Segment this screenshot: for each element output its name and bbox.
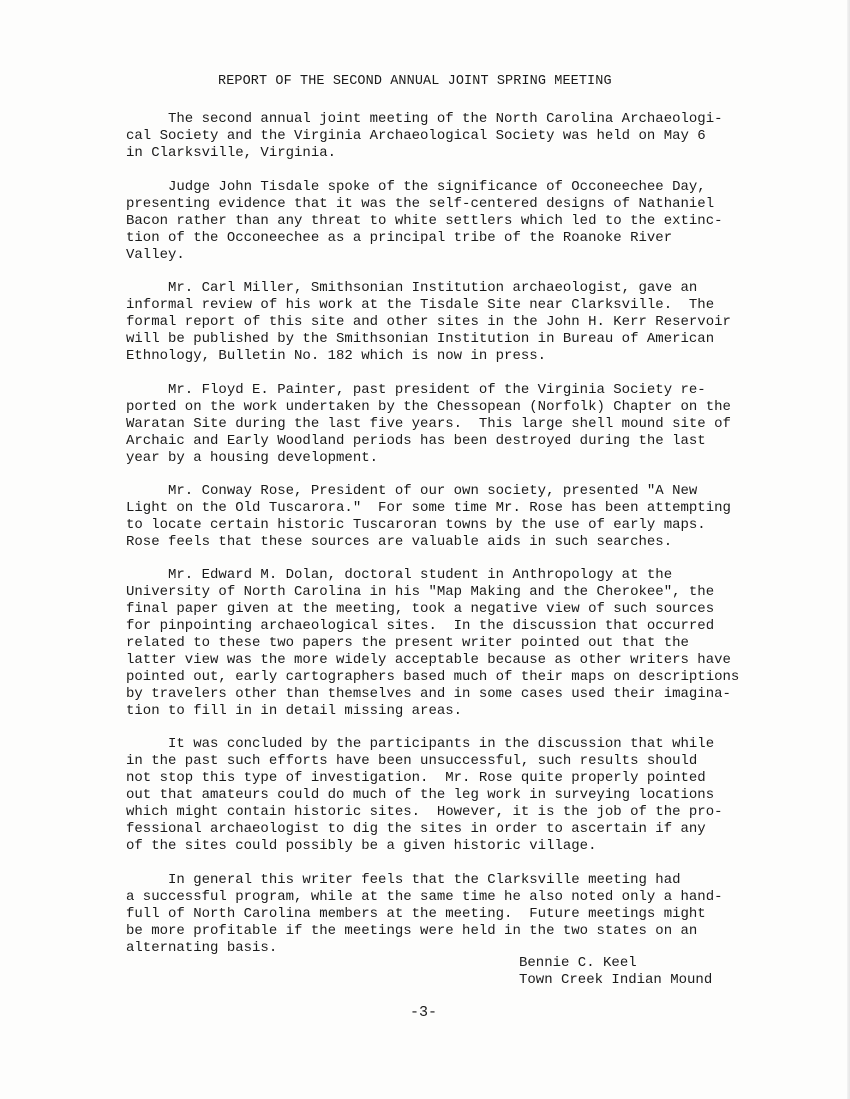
page-number: -3- [410, 1004, 438, 1021]
paragraph-conclusion: It was concluded by the participants in the discussion that while in the past such efforts have been unsuccessful, such results should not stop this type of investigation. Mr. Rose quite properly pointed out that amateurs could do much of the leg work in surveying locations which might contain historic sites. However, it is the job of the pro- fessional archaeologist to dig the sites in order to ascertain if any of the sites could possibly be a given historic village. [126, 736, 723, 854]
paragraph-painter: Mr. Floyd E. Painter, past president of the Virginia Society re- ported on the work undertaken by the Chessopean (Norfolk) Chapter on the Waratan Site during the last five years. This large shell mound site of Archaic and Early Woodland periods has been destroyed during the last year by a housing development. [126, 382, 731, 466]
paragraph-miller: Mr. Carl Miller, Smithsonian Institution archaeologist, gave an informal review of his work at the Tisdale Site near Clarksville. The formal report of this site and other sites in the John H. Kerr Reservoir will be published by the Smithsonian Institution in Bureau of American Ethnology, Bulletin No. 182 which is now in press. [126, 280, 731, 364]
paragraph-dolan: Mr. Edward M. Dolan, doctoral student in Anthropology at the University of North Carolina in his "Map Making and the Cherokee", the final paper given at the meeting, took a negative view of such sources for pinpointing archaeological sites. In the discussion that occurred related to these two papers the present writer pointed out that the latter view was the more widely acceptable because as other writers have pointed out, early cartographers based much of their maps on descriptions by travelers other than themselves and in some cases used their imagina- tion to fill in in detail missing areas. [126, 567, 740, 719]
paragraph-tisdale: Judge John Tisdale spoke of the significance of Occoneechee Day, presenting evidence that it was the self-centered designs of Nathaniel Bacon rather than any threat to white settlers which led to the extinc- tion of the Occoneechee as a principal tribe of the Roanoke River Valley. [126, 179, 723, 263]
paragraph-general: In general this writer feels that the Clarksville meeting had a successful program, while at the same time he also noted only a hand- full of North Carolina members at the meeting. Future meetings might be more profitable if the meetings were held in the two states on an alternating basis. [126, 872, 723, 956]
paragraph-meeting-intro: The second annual joint meeting of the North Carolina Archaeologi- cal Society and the Virginia Archaeological Society was held on May 6 in Clarksville, Virginia. [126, 111, 723, 161]
signature-affiliation: Town Creek Indian Mound [519, 972, 713, 988]
signature-name: Bennie C. Keel [519, 955, 637, 971]
paragraph-rose: Mr. Conway Rose, President of our own society, presented "A New Light on the Old Tuscarora." For some time Mr. Rose has been attempting to locate certain historic Tuscaroran towns by the use of early maps. Rose feels that these sources are valuable aids in such searches. [126, 483, 731, 550]
document-title: REPORT OF THE SECOND ANNUAL JOINT SPRING MEETING [218, 74, 612, 89]
